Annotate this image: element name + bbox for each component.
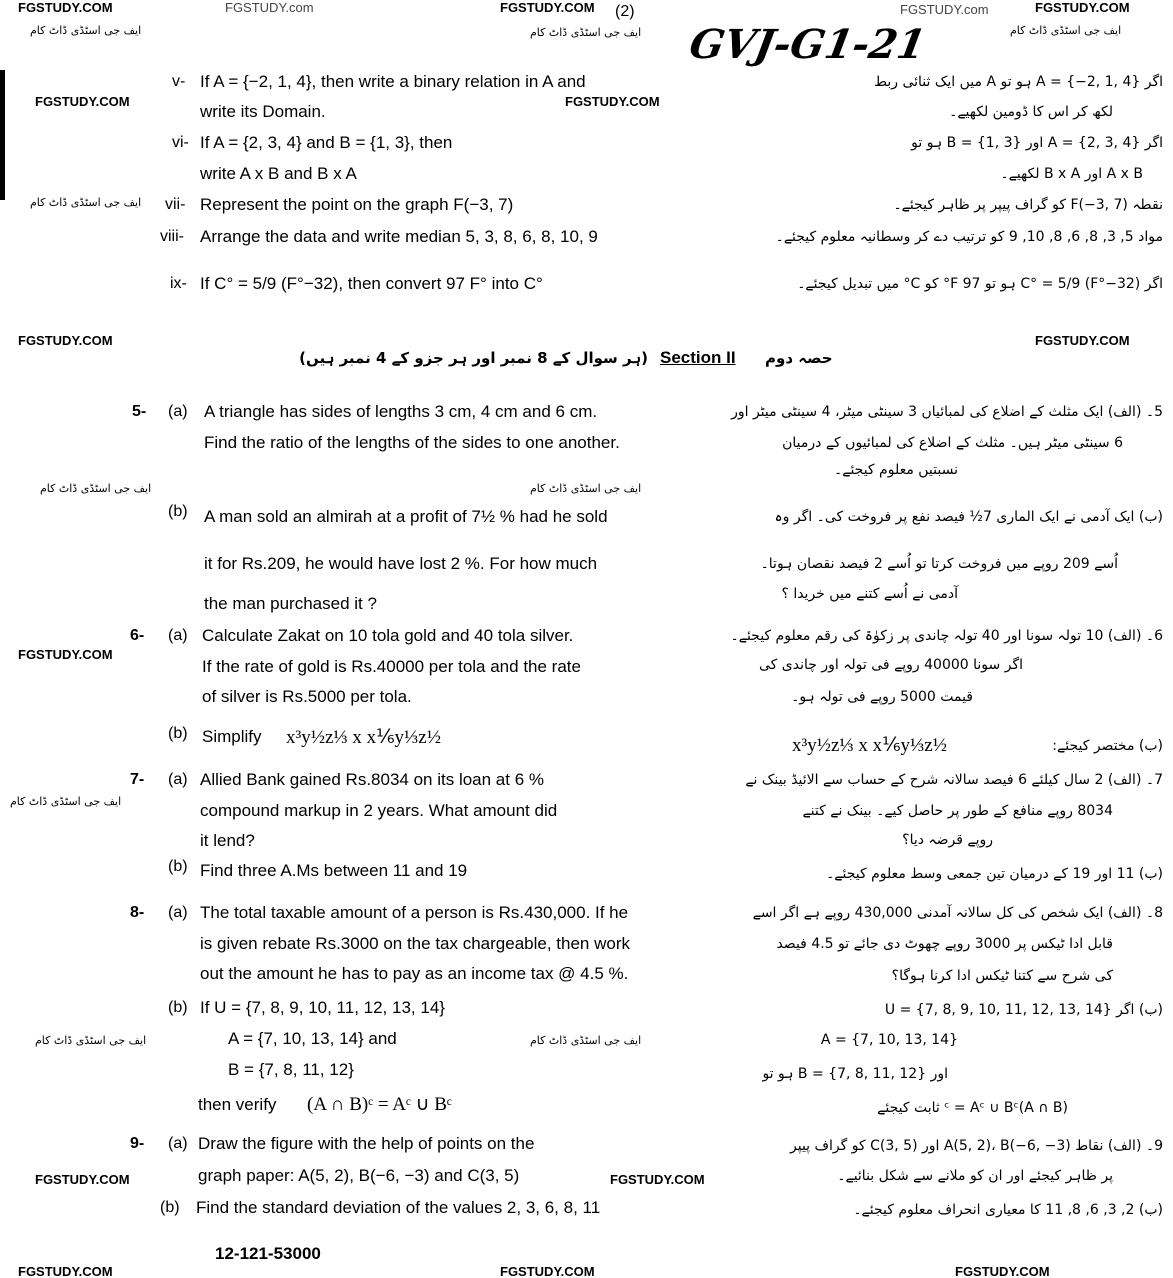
question-text: If C° = 5/9 (F°−32), then convert 97 F° into C° bbox=[200, 274, 543, 293]
question-text: A = {7, 10, 13, 14} and bbox=[228, 1029, 397, 1048]
urdu-text: 5۔ (الف) ایک مثلث کے اضلاع کی لمبائیاں 3 سینٹی میٹر، 4 سینٹی میٹر اور bbox=[731, 404, 1163, 420]
question-text: B = {7, 8, 11, 12} bbox=[228, 1060, 354, 1079]
question-text: then verify bbox=[198, 1095, 277, 1114]
urdu-text: 6 سینٹی میٹر ہیں۔ مثلث کے اضلاع کی لمبائیوں کے درمیان bbox=[782, 435, 1123, 451]
watermark: FGSTUDY.COM bbox=[18, 333, 113, 348]
scan-edge bbox=[0, 70, 5, 200]
urdu-watermark: ایف جی اسٹڈی ڈاٹ کام bbox=[530, 482, 642, 495]
urdu-text: نقطہ F(−3, 7) کو گراف پیپر پر ظاہر کیجئے۔ bbox=[893, 197, 1163, 213]
question-number: 8- bbox=[130, 904, 145, 921]
question-text: Draw the figure with the help of points on the bbox=[198, 1134, 535, 1153]
urdu-text: اگر A = {2, 3, 4} اور B = {1, 3} ہو تو bbox=[911, 135, 1163, 151]
urdu-text: 8034 روپے منافع کے طور پر حاصل کیے۔ بینک نے کتنے bbox=[802, 803, 1113, 819]
urdu-text: A = {7, 10, 13, 14} bbox=[820, 1032, 958, 1048]
question-text: the man purchased it ? bbox=[204, 594, 377, 613]
urdu-watermark: ایف جی اسٹڈی ڈاٹ کام bbox=[40, 482, 152, 495]
question-text: it lend? bbox=[200, 831, 255, 850]
urdu-watermark: ایف جی اسٹڈی ڈاٹ کام bbox=[530, 1034, 642, 1047]
urdu-text: 8۔ (الف) ایک شخص کی کل سالانہ آمدنی 430,000 روپے ہے اگر اسے bbox=[752, 905, 1163, 921]
question-text: is given rebate Rs.3000 on the tax chargeable, then work bbox=[200, 934, 630, 953]
urdu-text: 9۔ (الف) نقاط A(5, 2)، B(−6, −3) اور C(3, 5) کو گراف پیپر bbox=[790, 1138, 1163, 1154]
question-text: it for Rs.209, he would have lost 2 %. For how much bbox=[204, 554, 598, 573]
watermark: FGSTUDY.COM bbox=[1035, 333, 1130, 348]
question-number: vii- bbox=[165, 196, 186, 213]
section-marks-urdu: (ہر سوال کے 8 نمبر اور ہر جزو کے 4 نمبر ہیں) bbox=[299, 349, 648, 367]
urdu-text: A x B اور B x A لکھیے۔ bbox=[1000, 166, 1143, 182]
urdu-text: (ب) ایک آدمی نے ایک الماری 7½ فیصد نفع پر فروخت کی۔ اگر وہ bbox=[774, 509, 1163, 525]
urdu-text: (ب) مختصر کیجئے: bbox=[1052, 738, 1163, 754]
section-title: Section II bbox=[660, 348, 736, 367]
question-number: 6- bbox=[130, 627, 145, 644]
question-number: 7- bbox=[130, 771, 145, 788]
urdu-watermark: ایف جی اسٹڈی ڈاٹ کام bbox=[30, 24, 142, 37]
watermark: FGSTUDY.COM bbox=[35, 1172, 130, 1187]
math-expression: x³y½z⅓ x x⅙y⅓z½ bbox=[286, 727, 441, 748]
urdu-text: (ب) اگر U = {7, 8, 9, 10, 11, 12, 13, 14} bbox=[884, 1002, 1163, 1018]
section-title-urdu: حصہ دوم bbox=[765, 349, 833, 367]
watermark: FGSTUDY.COM bbox=[565, 94, 660, 109]
question-text: If U = {7, 8, 9, 10, 11, 12, 13, 14} bbox=[200, 998, 445, 1017]
question-text: If A = {2, 3, 4} and B = {1, 3}, then bbox=[200, 133, 453, 152]
urdu-text: قابل ادا ٹیکس پر 3000 روپے چھوٹ دی جائے تو 4.5 فیصد bbox=[776, 936, 1113, 952]
watermark: FGSTUDY.COM bbox=[1035, 0, 1130, 15]
question-text: write its Domain. bbox=[200, 102, 326, 121]
part-label: (a) bbox=[168, 627, 188, 644]
question-text: If A = {−2, 1, 4}, then write a binary relation in A and bbox=[200, 72, 586, 91]
watermark: FGSTUDY.com bbox=[900, 2, 989, 17]
watermark: FGSTUDY.COM bbox=[500, 0, 595, 15]
question-number: 9- bbox=[130, 1135, 145, 1152]
watermark: FGSTUDY.COM bbox=[18, 647, 113, 662]
part-label: (a) bbox=[168, 403, 188, 420]
watermark: FGSTUDY.COM bbox=[18, 0, 113, 15]
urdu-text: پر ظاہر کیجئے اور ان کو ملانے سے شکل بنائیے۔ bbox=[837, 1168, 1113, 1184]
part-label: (b) bbox=[168, 503, 188, 520]
simplify-label: Simplify bbox=[202, 727, 262, 746]
watermark: FGSTUDY.COM bbox=[955, 1264, 1050, 1278]
question-text: graph paper: A(5, 2), B(−6, −3) and C(3, 5) bbox=[198, 1166, 520, 1185]
part-label: (a) bbox=[168, 1135, 188, 1152]
math-expression: x³y½z⅓ x x⅙y⅓z½ bbox=[792, 735, 947, 756]
watermark: FGSTUDY.com bbox=[225, 0, 314, 15]
question-text: Represent the point on the graph F(−3, 7) bbox=[200, 195, 514, 214]
part-label: (b) bbox=[168, 858, 188, 875]
question-text: of silver is Rs.5000 per tola. bbox=[202, 687, 412, 706]
question-text: A triangle has sides of lengths 3 cm, 4 cm and 6 cm. bbox=[204, 402, 598, 421]
urdu-text: (ب) 2, 3, 6, 8, 11 کا معیاری انحراف معلوم کیجئے۔ bbox=[853, 1202, 1163, 1218]
page-number: (2) bbox=[615, 3, 635, 20]
question-text: If the rate of gold is Rs.40000 per tola and the rate bbox=[202, 657, 581, 676]
watermark: FGSTUDY.COM bbox=[35, 94, 130, 109]
question-text: out the amount he has to pay as an income tax @ 4.5 %. bbox=[200, 964, 629, 983]
question-text: Find the standard deviation of the values 2, 3, 6, 8, 11 bbox=[196, 1198, 601, 1217]
watermark: FGSTUDY.COM bbox=[500, 1264, 595, 1278]
urdu-text: مواد 5, 3, 8, 6, 8, 10, 9 کو ترتیب دے کر وسطانیہ معلوم کیجئے۔ bbox=[775, 229, 1163, 245]
math-formula: (A ∩ B)ᶜ = Aᶜ ∪ Bᶜ bbox=[307, 1094, 452, 1115]
question-number: ix- bbox=[170, 275, 187, 292]
question-text: compound markup in 2 years. What amount did bbox=[200, 801, 558, 820]
urdu-text: قیمت 5000 روپے فی تولہ ہو۔ bbox=[791, 689, 973, 705]
watermark: FGSTUDY.COM bbox=[18, 1264, 113, 1278]
question-text: The total taxable amount of a person is Rs.430,000. If he bbox=[200, 903, 629, 922]
urdu-text: آدمی نے اُسے کتنے میں خریدا ؟ bbox=[781, 586, 958, 602]
urdu-text: (A ∩ B)ᶜ = Aᶜ ∪ Bᶜ ثابت کیجئے bbox=[877, 1100, 1068, 1116]
urdu-watermark: ایف جی اسٹڈی ڈاٹ کام bbox=[10, 795, 122, 808]
part-label: (b) bbox=[168, 725, 188, 742]
urdu-text: 6۔ (الف) 10 تولہ سونا اور 40 تولہ چاندی پر زکوٰۃ کی رقم معلوم کیجئے۔ bbox=[730, 628, 1163, 644]
urdu-watermark: ایف جی اسٹڈی ڈاٹ کام bbox=[530, 26, 642, 39]
urdu-text: اُسے 209 روپے میں فروخت کرتا تو اُسے 2 فیصد نقصان ہوتا۔ bbox=[760, 556, 1118, 572]
question-text: Arrange the data and write median 5, 3, 8, 6, 8, 10, 9 bbox=[200, 227, 598, 246]
part-label: (a) bbox=[168, 771, 188, 788]
question-text: A man sold an almirah at a profit of 7½ % had he sold bbox=[204, 507, 608, 526]
watermark: FGSTUDY.COM bbox=[610, 1172, 705, 1187]
question-text: Calculate Zakat on 10 tola gold and 40 tola silver. bbox=[202, 626, 574, 645]
urdu-text: روپے قرضہ دیا؟ bbox=[902, 832, 993, 848]
urdu-text: اگر سونا 40000 روپے فی تولہ اور چاندی کی bbox=[758, 657, 1023, 673]
paper-code: 12-121-53000 bbox=[215, 1244, 321, 1263]
urdu-text: 7۔ (الف) 2 سال کیلئے 6 فیصد سالانہ شرح کے حساب سے الائیڈ بینک نے bbox=[745, 772, 1163, 788]
question-text: Find the ratio of the lengths of the sides to one another. bbox=[204, 433, 620, 452]
question-number: vi- bbox=[172, 134, 189, 151]
urdu-watermark: ایف جی اسٹڈی ڈاٹ کام bbox=[30, 196, 142, 209]
part-label: (b) bbox=[160, 1199, 180, 1216]
question-text: Find three A.Ms between 11 and 19 bbox=[200, 861, 468, 880]
urdu-text: اگر C° = 5/9 (F°−32) ہو تو 97 F° کو C° میں تبدیل کیجئے۔ bbox=[797, 276, 1163, 292]
question-number: v- bbox=[172, 73, 186, 90]
question-number: 5- bbox=[132, 403, 147, 420]
urdu-text: کی شرح سے کتنا ٹیکس ادا کرنا ہوگا؟ bbox=[891, 968, 1113, 984]
urdu-text: اگر A = {−2, 1, 4} ہو تو A میں ایک ثنائی ربط bbox=[874, 74, 1163, 90]
question-text: Allied Bank gained Rs.8034 on its loan at 6 % bbox=[200, 770, 545, 789]
question-number: viii- bbox=[160, 228, 184, 245]
urdu-text: (ب) 11 اور 19 کے درمیان تین جمعی وسط معلوم کیجئے۔ bbox=[826, 866, 1163, 882]
part-label: (b) bbox=[168, 999, 188, 1016]
urdu-text: لکھ کر اس کا ڈومین لکھیے۔ bbox=[949, 104, 1113, 120]
urdu-watermark: ایف جی اسٹڈی ڈاٹ کام bbox=[35, 1034, 147, 1047]
urdu-text: نسبتیں معلوم کیجئے۔ bbox=[834, 462, 958, 478]
urdu-text: اور B = {7, 8, 11, 12} ہو تو bbox=[762, 1066, 948, 1082]
part-label: (a) bbox=[168, 904, 188, 921]
question-text: write A x B and B x A bbox=[200, 164, 357, 183]
handwritten-code: GVJ-G1-21 bbox=[685, 21, 930, 68]
urdu-watermark: ایف جی اسٹڈی ڈاٹ کام bbox=[1010, 24, 1122, 37]
